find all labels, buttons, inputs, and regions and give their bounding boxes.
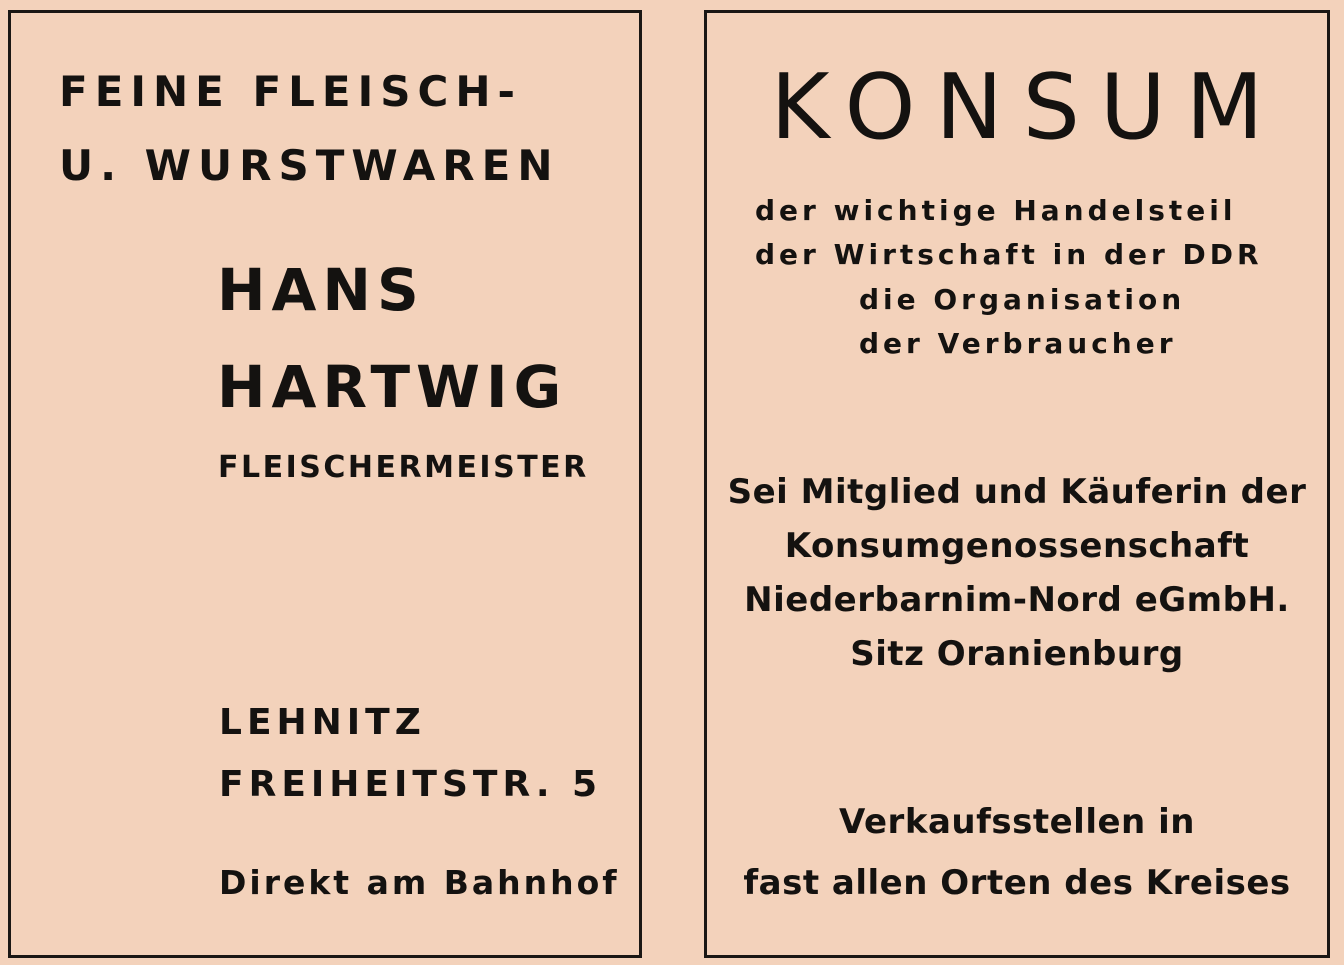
membership-line-3: Niederbarnim-Nord eGmbH. <box>744 580 1290 620</box>
tagline-line-1: der wichtige Handelsteil <box>755 194 1237 227</box>
header-line-1: FEINE FLEISCH- <box>59 67 522 116</box>
tagline-line-3: die Organisation <box>859 283 1186 316</box>
tagline-line-2: der Wirtschaft in der DDR <box>755 238 1263 271</box>
membership-line-2: Konsumgenossenschaft <box>784 526 1250 566</box>
konsum-ad-panel <box>704 10 1330 958</box>
owner-first-name: HANS <box>217 256 425 324</box>
stores-line-1: Verkaufsstellen in <box>839 802 1195 842</box>
butcher-ad-panel <box>8 10 642 958</box>
address-street: FREIHEITSTR. 5 <box>219 764 603 805</box>
membership-line-1: Sei Mitglied und Käuferin der <box>727 472 1307 512</box>
occupation: FLEISCHERMEISTER <box>218 450 589 485</box>
membership-line-4: Sitz Oranienburg <box>850 634 1184 674</box>
address-town: LEHNITZ <box>219 702 426 743</box>
directions: Direkt am Bahnhof <box>219 863 620 902</box>
header-line-2: U. WURSTWAREN <box>59 141 560 190</box>
owner-last-name: HARTWIG <box>217 353 568 421</box>
tagline-line-4: der Verbraucher <box>859 327 1177 360</box>
konsum-title: KONSUM <box>770 55 1284 160</box>
stores-line-2: fast allen Orten des Kreises <box>743 863 1291 903</box>
